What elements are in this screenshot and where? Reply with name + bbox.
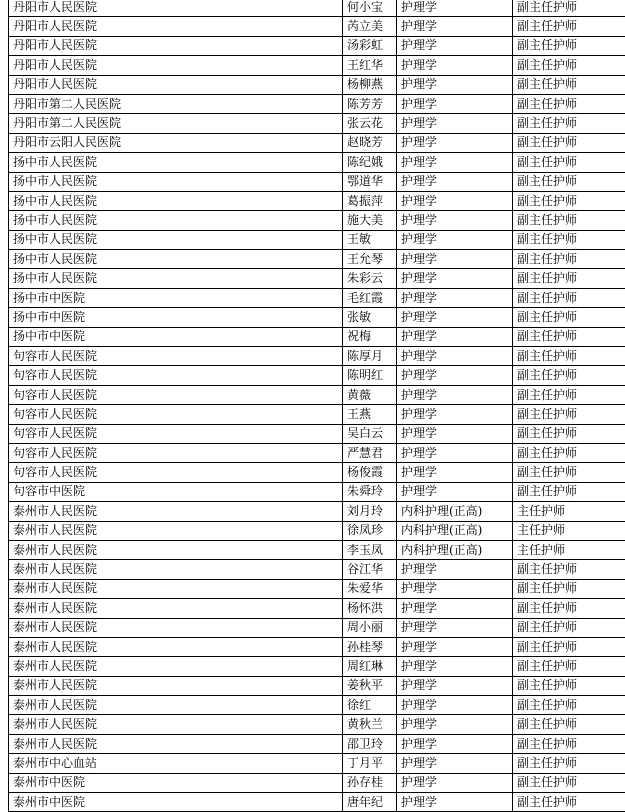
table-row bbox=[9, 172, 625, 191]
table-row bbox=[9, 230, 625, 249]
specialty-cell: 护理学 bbox=[397, 172, 513, 191]
title-cell: 副主任护师 bbox=[513, 463, 625, 482]
specialty-cell: 护理学 bbox=[397, 482, 513, 501]
name-cell: 吴白云 bbox=[343, 424, 397, 443]
specialty-cell: 护理学 bbox=[397, 773, 513, 792]
specialty-cell: 护理学 bbox=[397, 385, 513, 404]
table-row bbox=[9, 676, 625, 695]
name-cell: 杨俊霞 bbox=[343, 463, 397, 482]
table-row bbox=[9, 754, 625, 773]
specialty-cell: 护理学 bbox=[397, 308, 513, 327]
table-row bbox=[9, 0, 625, 17]
table-row bbox=[9, 347, 625, 366]
specialty-cell: 护理学 bbox=[397, 0, 513, 17]
table-body bbox=[9, 0, 625, 812]
hospital-cell: 泰州市人民医院 bbox=[9, 579, 343, 598]
specialty-cell: 护理学 bbox=[397, 114, 513, 133]
table-row bbox=[9, 17, 625, 36]
title-cell: 副主任护师 bbox=[513, 676, 625, 695]
table-row bbox=[9, 618, 625, 637]
title-cell: 副主任护师 bbox=[513, 424, 625, 443]
title-cell: 副主任护师 bbox=[513, 579, 625, 598]
title-cell: 副主任护师 bbox=[513, 327, 625, 346]
table-row bbox=[9, 366, 625, 385]
title-cell: 副主任护师 bbox=[513, 153, 625, 172]
document-page bbox=[8, 0, 625, 812]
title-cell: 副主任护师 bbox=[513, 250, 625, 269]
name-cell: 王允琴 bbox=[343, 250, 397, 269]
specialty-cell: 护理学 bbox=[397, 715, 513, 734]
hospital-cell: 丹阳市第二人民医院 bbox=[9, 94, 343, 113]
name-cell: 祝梅 bbox=[343, 327, 397, 346]
name-cell: 何小宝 bbox=[343, 0, 397, 17]
hospital-cell: 泰州市中医院 bbox=[9, 793, 343, 812]
hospital-cell: 丹阳市人民医院 bbox=[9, 56, 343, 75]
name-cell: 严慧君 bbox=[343, 443, 397, 462]
name-cell: 毛红霞 bbox=[343, 288, 397, 307]
specialty-cell: 内科护理(正高) bbox=[397, 502, 513, 521]
title-cell: 副主任护师 bbox=[513, 657, 625, 676]
hospital-cell: 扬中市人民医院 bbox=[9, 211, 343, 230]
hospital-cell: 丹阳市人民医院 bbox=[9, 36, 343, 55]
specialty-cell: 护理学 bbox=[397, 443, 513, 462]
table-row bbox=[9, 502, 625, 521]
specialty-cell: 护理学 bbox=[397, 560, 513, 579]
table-row bbox=[9, 405, 625, 424]
specialty-cell: 护理学 bbox=[397, 696, 513, 715]
specialty-cell: 护理学 bbox=[397, 405, 513, 424]
specialty-cell: 护理学 bbox=[397, 288, 513, 307]
name-cell: 丁月平 bbox=[343, 754, 397, 773]
title-cell: 副主任护师 bbox=[513, 114, 625, 133]
name-cell: 朱爱华 bbox=[343, 579, 397, 598]
name-cell: 陈厚月 bbox=[343, 347, 397, 366]
specialty-cell: 护理学 bbox=[397, 618, 513, 637]
table-row bbox=[9, 734, 625, 753]
title-cell: 副主任护师 bbox=[513, 637, 625, 656]
title-cell: 副主任护师 bbox=[513, 75, 625, 94]
table-row bbox=[9, 133, 625, 152]
table-row bbox=[9, 521, 625, 540]
name-cell: 唐年纪 bbox=[343, 793, 397, 812]
hospital-cell: 扬中市中医院 bbox=[9, 327, 343, 346]
specialty-cell: 护理学 bbox=[397, 347, 513, 366]
table-row bbox=[9, 250, 625, 269]
name-cell: 张云花 bbox=[343, 114, 397, 133]
name-cell: 朱舜玲 bbox=[343, 482, 397, 501]
specialty-cell: 护理学 bbox=[397, 793, 513, 812]
name-cell: 王红华 bbox=[343, 56, 397, 75]
hospital-cell: 扬中市人民医院 bbox=[9, 269, 343, 288]
table-row bbox=[9, 560, 625, 579]
hospital-cell: 句容市人民医院 bbox=[9, 443, 343, 462]
hospital-cell: 泰州市人民医院 bbox=[9, 715, 343, 734]
table-row bbox=[9, 443, 625, 462]
title-cell: 副主任护师 bbox=[513, 269, 625, 288]
hospital-cell: 丹阳市人民医院 bbox=[9, 17, 343, 36]
hospital-cell: 泰州市人民医院 bbox=[9, 734, 343, 753]
title-cell: 副主任护师 bbox=[513, 482, 625, 501]
hospital-cell: 丹阳市第二人民医院 bbox=[9, 114, 343, 133]
specialty-cell: 护理学 bbox=[397, 133, 513, 152]
title-cell: 副主任护师 bbox=[513, 191, 625, 210]
hospital-cell: 句容市人民医院 bbox=[9, 347, 343, 366]
table-row bbox=[9, 211, 625, 230]
hospital-cell: 泰州市人民医院 bbox=[9, 637, 343, 656]
specialty-cell: 护理学 bbox=[397, 230, 513, 249]
specialty-cell: 护理学 bbox=[397, 424, 513, 443]
specialty-cell: 护理学 bbox=[397, 366, 513, 385]
name-cell: 孙桂琴 bbox=[343, 637, 397, 656]
title-cell: 副主任护师 bbox=[513, 599, 625, 618]
table-row bbox=[9, 269, 625, 288]
title-cell: 副主任护师 bbox=[513, 288, 625, 307]
title-cell: 副主任护师 bbox=[513, 211, 625, 230]
name-cell: 周小丽 bbox=[343, 618, 397, 637]
name-cell: 杨柳燕 bbox=[343, 75, 397, 94]
hospital-cell: 丹阳市人民医院 bbox=[9, 75, 343, 94]
name-cell: 黄薇 bbox=[343, 385, 397, 404]
title-cell: 副主任护师 bbox=[513, 36, 625, 55]
specialty-cell: 护理学 bbox=[397, 657, 513, 676]
specialty-cell: 护理学 bbox=[397, 17, 513, 36]
specialty-cell: 护理学 bbox=[397, 327, 513, 346]
hospital-cell: 泰州市人民医院 bbox=[9, 696, 343, 715]
table-row bbox=[9, 579, 625, 598]
name-cell: 王敏 bbox=[343, 230, 397, 249]
staff-table bbox=[8, 0, 625, 812]
title-cell: 副主任护师 bbox=[513, 230, 625, 249]
hospital-cell: 句容市人民医院 bbox=[9, 385, 343, 404]
title-cell: 副主任护师 bbox=[513, 56, 625, 75]
table-row bbox=[9, 540, 625, 559]
specialty-cell: 护理学 bbox=[397, 153, 513, 172]
specialty-cell: 护理学 bbox=[397, 250, 513, 269]
title-cell: 副主任护师 bbox=[513, 715, 625, 734]
specialty-cell: 护理学 bbox=[397, 754, 513, 773]
name-cell: 杨怀洪 bbox=[343, 599, 397, 618]
title-cell: 主任护师 bbox=[513, 502, 625, 521]
name-cell: 孙存桂 bbox=[343, 773, 397, 792]
name-cell: 张敏 bbox=[343, 308, 397, 327]
title-cell: 副主任护师 bbox=[513, 754, 625, 773]
title-cell: 副主任护师 bbox=[513, 773, 625, 792]
title-cell: 副主任护师 bbox=[513, 793, 625, 812]
title-cell: 副主任护师 bbox=[513, 94, 625, 113]
specialty-cell: 护理学 bbox=[397, 579, 513, 598]
table-row bbox=[9, 114, 625, 133]
name-cell: 邵卫玲 bbox=[343, 734, 397, 753]
table-row bbox=[9, 637, 625, 656]
hospital-cell: 扬中市人民医院 bbox=[9, 230, 343, 249]
hospital-cell: 扬中市人民医院 bbox=[9, 250, 343, 269]
hospital-cell: 句容市人民医院 bbox=[9, 405, 343, 424]
name-cell: 施大美 bbox=[343, 211, 397, 230]
title-cell: 副主任护师 bbox=[513, 696, 625, 715]
title-cell: 副主任护师 bbox=[513, 734, 625, 753]
title-cell: 主任护师 bbox=[513, 540, 625, 559]
table-row bbox=[9, 327, 625, 346]
hospital-cell: 丹阳市人民医院 bbox=[9, 0, 343, 17]
table-row bbox=[9, 773, 625, 792]
hospital-cell: 扬中市人民医院 bbox=[9, 172, 343, 191]
table-row bbox=[9, 463, 625, 482]
name-cell: 刘月玲 bbox=[343, 502, 397, 521]
name-cell: 徐红 bbox=[343, 696, 397, 715]
table-row bbox=[9, 75, 625, 94]
name-cell: 鄂道华 bbox=[343, 172, 397, 191]
table-row bbox=[9, 424, 625, 443]
hospital-cell: 扬中市人民医院 bbox=[9, 191, 343, 210]
specialty-cell: 护理学 bbox=[397, 94, 513, 113]
name-cell: 赵晓芳 bbox=[343, 133, 397, 152]
name-cell: 朱彩云 bbox=[343, 269, 397, 288]
specialty-cell: 护理学 bbox=[397, 211, 513, 230]
name-cell: 陈芳芳 bbox=[343, 94, 397, 113]
hospital-cell: 扬中市中医院 bbox=[9, 288, 343, 307]
table-row bbox=[9, 385, 625, 404]
specialty-cell: 护理学 bbox=[397, 191, 513, 210]
specialty-cell: 护理学 bbox=[397, 56, 513, 75]
hospital-cell: 扬中市人民医院 bbox=[9, 153, 343, 172]
hospital-cell: 泰州市人民医院 bbox=[9, 560, 343, 579]
specialty-cell: 内科护理(正高) bbox=[397, 540, 513, 559]
title-cell: 副主任护师 bbox=[513, 560, 625, 579]
hospital-cell: 丹阳市云阳人民医院 bbox=[9, 133, 343, 152]
hospital-cell: 泰州市人民医院 bbox=[9, 676, 343, 695]
title-cell: 副主任护师 bbox=[513, 133, 625, 152]
hospital-cell: 泰州市人民医院 bbox=[9, 657, 343, 676]
hospital-cell: 泰州市中医院 bbox=[9, 773, 343, 792]
title-cell: 副主任护师 bbox=[513, 308, 625, 327]
title-cell: 副主任护师 bbox=[513, 0, 625, 17]
hospital-cell: 扬中市中医院 bbox=[9, 308, 343, 327]
specialty-cell: 护理学 bbox=[397, 36, 513, 55]
title-cell: 副主任护师 bbox=[513, 385, 625, 404]
name-cell: 李玉凤 bbox=[343, 540, 397, 559]
table-row bbox=[9, 36, 625, 55]
title-cell: 副主任护师 bbox=[513, 443, 625, 462]
title-cell: 副主任护师 bbox=[513, 405, 625, 424]
name-cell: 周红琳 bbox=[343, 657, 397, 676]
title-cell: 副主任护师 bbox=[513, 347, 625, 366]
hospital-cell: 泰州市人民医院 bbox=[9, 599, 343, 618]
title-cell: 副主任护师 bbox=[513, 618, 625, 637]
hospital-cell: 句容市中医院 bbox=[9, 482, 343, 501]
specialty-cell: 护理学 bbox=[397, 734, 513, 753]
hospital-cell: 泰州市人民医院 bbox=[9, 521, 343, 540]
table-row bbox=[9, 191, 625, 210]
title-cell: 副主任护师 bbox=[513, 172, 625, 191]
specialty-cell: 护理学 bbox=[397, 637, 513, 656]
hospital-cell: 句容市人民医院 bbox=[9, 463, 343, 482]
table-row bbox=[9, 599, 625, 618]
table-row bbox=[9, 715, 625, 734]
title-cell: 主任护师 bbox=[513, 521, 625, 540]
table-row bbox=[9, 308, 625, 327]
name-cell: 陈明红 bbox=[343, 366, 397, 385]
title-cell: 副主任护师 bbox=[513, 17, 625, 36]
specialty-cell: 护理学 bbox=[397, 269, 513, 288]
hospital-cell: 泰州市人民医院 bbox=[9, 618, 343, 637]
hospital-cell: 泰州市人民医院 bbox=[9, 502, 343, 521]
name-cell: 芮立美 bbox=[343, 17, 397, 36]
specialty-cell: 护理学 bbox=[397, 75, 513, 94]
title-cell: 副主任护师 bbox=[513, 366, 625, 385]
name-cell: 姜秋平 bbox=[343, 676, 397, 695]
specialty-cell: 内科护理(正高) bbox=[397, 521, 513, 540]
name-cell: 黄秋兰 bbox=[343, 715, 397, 734]
table-row bbox=[9, 482, 625, 501]
table-row bbox=[9, 94, 625, 113]
name-cell: 葛振萍 bbox=[343, 191, 397, 210]
name-cell: 汤彩虹 bbox=[343, 36, 397, 55]
hospital-cell: 泰州市中心血站 bbox=[9, 754, 343, 773]
hospital-cell: 句容市人民医院 bbox=[9, 366, 343, 385]
name-cell: 徐凤珍 bbox=[343, 521, 397, 540]
hospital-cell: 泰州市人民医院 bbox=[9, 540, 343, 559]
table-row bbox=[9, 657, 625, 676]
specialty-cell: 护理学 bbox=[397, 463, 513, 482]
table-row bbox=[9, 56, 625, 75]
table-row bbox=[9, 153, 625, 172]
name-cell: 陈纪娥 bbox=[343, 153, 397, 172]
name-cell: 王燕 bbox=[343, 405, 397, 424]
specialty-cell: 护理学 bbox=[397, 676, 513, 695]
name-cell: 谷江华 bbox=[343, 560, 397, 579]
table-row bbox=[9, 696, 625, 715]
specialty-cell: 护理学 bbox=[397, 599, 513, 618]
hospital-cell: 句容市人民医院 bbox=[9, 424, 343, 443]
table-row bbox=[9, 793, 625, 812]
table-row bbox=[9, 288, 625, 307]
